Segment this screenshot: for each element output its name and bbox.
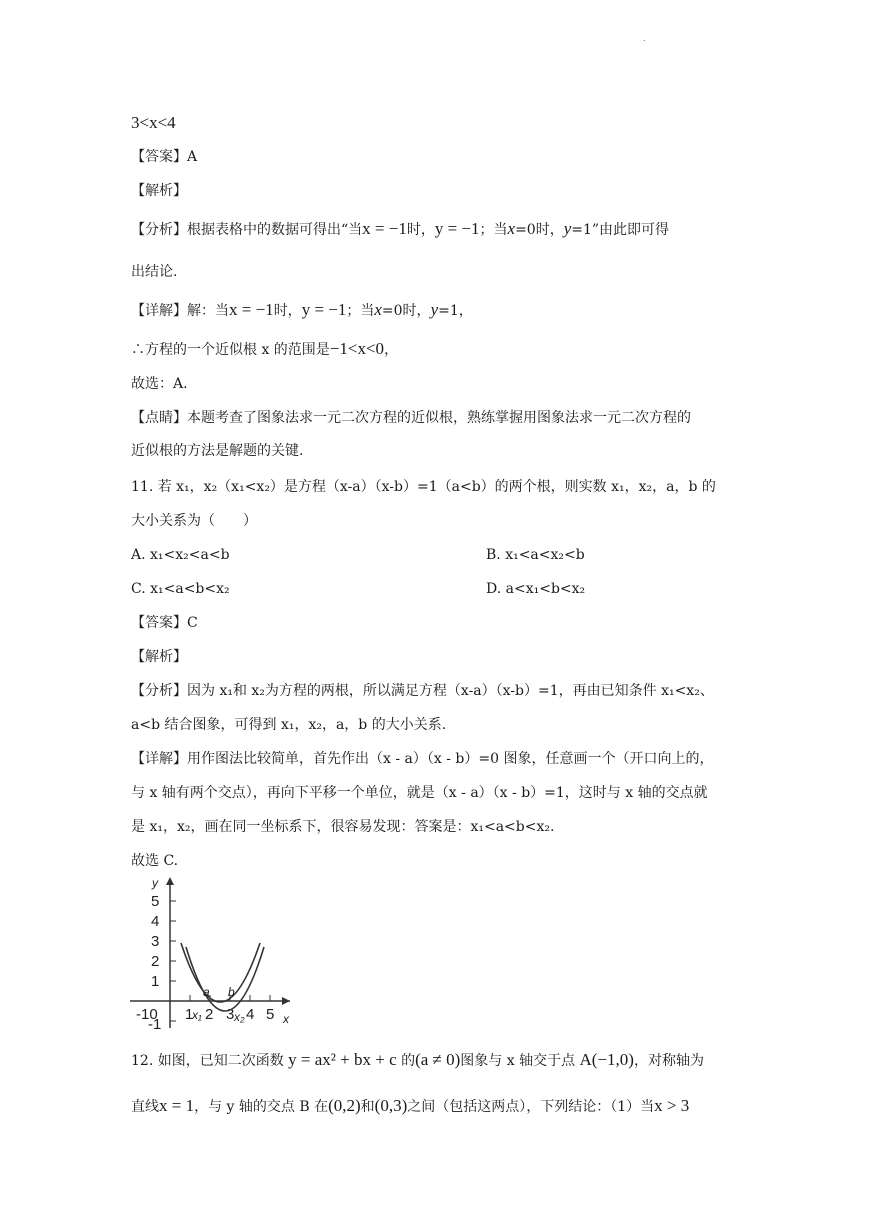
y-tick-1: 1 — [151, 973, 160, 990]
q10-analysis-heading: 【解析】 — [131, 183, 187, 199]
q11-stem-line2: 大小关系为（ ） — [131, 513, 257, 529]
q11-option-d: D. a<x₁<b<x₂ — [486, 581, 586, 597]
y-tick-2: 2 — [151, 953, 160, 970]
q11-xiangjie-line3: 是 x₁，x₂，画在同一坐标系下，很容易发现：答案是：x₁<a<b<x₂. — [131, 819, 555, 835]
header-dot: . — [643, 34, 646, 43]
x-tick-2: 2 — [205, 1006, 214, 1023]
q11-stem-line1: 11. 若 x₁，x₂（x₁<x₂）是方程（x-a）（x-b）=1（a<b）的两个根，则实数 x₁，x₂，a，b 的 — [131, 479, 716, 495]
curve-label-b: b — [228, 985, 235, 999]
x-tick-5: 5 — [266, 1006, 275, 1023]
curve-label-a: a — [203, 985, 210, 999]
q10-range: ∴方程的一个近似根 x 的范围是−1<x<0， — [131, 339, 399, 358]
q11-option-a: A. x₁<x₂<a<b — [131, 547, 230, 563]
q11-xiangjie-line2: 与 x 轴有两个交点），再向下平移一个单位，就是（x - a）（x - b）=1，这时与 x 轴的交点就 — [131, 785, 708, 801]
q11-fenxi-line1: 【分析】因为 x₁和 x₂为方程的两根，所以满足方程（x-a）（x-b）=1，再由已知条件 x₁<x₂、 — [131, 683, 714, 699]
parabola-y-eq-0 — [181, 943, 260, 1002]
q11-option-c: C. x₁<a<b<x₂ — [131, 581, 230, 597]
x-tick-4: 4 — [246, 1006, 255, 1023]
y-tick-neg1: -1 — [148, 1016, 162, 1033]
q11-fenxi-line2: a<b 结合图象，可得到 x₁，x₂，a，b 的大小关系. — [131, 717, 447, 733]
q11-analysis-heading: 【解析】 — [131, 649, 187, 665]
q11-answer: 【答案】C — [131, 615, 198, 631]
origin-label: -10 — [136, 1006, 158, 1023]
q10-dianjing-line1: 【点睛】本题考查了图象法求一元二次方程的近似根，熟练掌握用图象法求一元二次方程的 — [131, 410, 691, 426]
y-tick-4: 4 — [151, 913, 160, 930]
y-axis-label: y — [152, 876, 158, 890]
q12-stem-line1: 12. 如图，已知二次函数 y = ax² + bx + c 的(a ≠ 0)图象与 x 轴交于点 A(−1,0)，对称轴为 — [131, 1050, 704, 1069]
x-tick-x2: x₂ — [234, 1010, 245, 1024]
y-axis-arrow — [166, 877, 174, 885]
q11-option-b: B. x₁<a<x₂<b — [486, 547, 585, 563]
q10-choice: 故选：A. — [131, 376, 188, 392]
previous-option-text: 3<x<4 — [131, 113, 176, 132]
x-axis-arrow — [282, 997, 290, 1005]
x-tick-1: 1 — [185, 1006, 194, 1023]
q12-stem-line2: 直线x = 1，与 y 轴的交点 B 在(0,2)和(0,3)之间（包括这两点），下列结论：（1）当x > 3 — [131, 1096, 690, 1115]
q10-answer: 【答案】A — [131, 149, 198, 165]
x-tick-3: 3 — [226, 1006, 235, 1023]
q10-fenxi-line1: 【分析】根据表格中的数据可得出“当x = −1时，y = −1；当x=0时，y=1”由此即可得 — [131, 219, 670, 238]
y-tick-marks — [170, 901, 176, 1021]
q10-fenxi-line2: 出结论. — [131, 264, 178, 280]
x-tick-x1: x₁ — [192, 1008, 202, 1022]
q10-xiangjie: 【详解】解：当x = −1时，y = −1；当x=0时，y=1， — [131, 300, 473, 319]
y-tick-3: 3 — [151, 933, 160, 950]
y-tick-5: 5 — [151, 893, 160, 910]
parabola-graph — [130, 873, 300, 1033]
q11-choice: 故选 C. — [131, 853, 179, 869]
q11-xiangjie-line1: 【详解】用作图法比较简单，首先作出（x - a）（x - b）=0 图象，任意画一个（开口向上的， — [131, 751, 714, 767]
x-axis-label: x — [283, 1012, 289, 1026]
q10-dianjing-line2: 近似根的方法是解题的关键. — [131, 443, 304, 459]
